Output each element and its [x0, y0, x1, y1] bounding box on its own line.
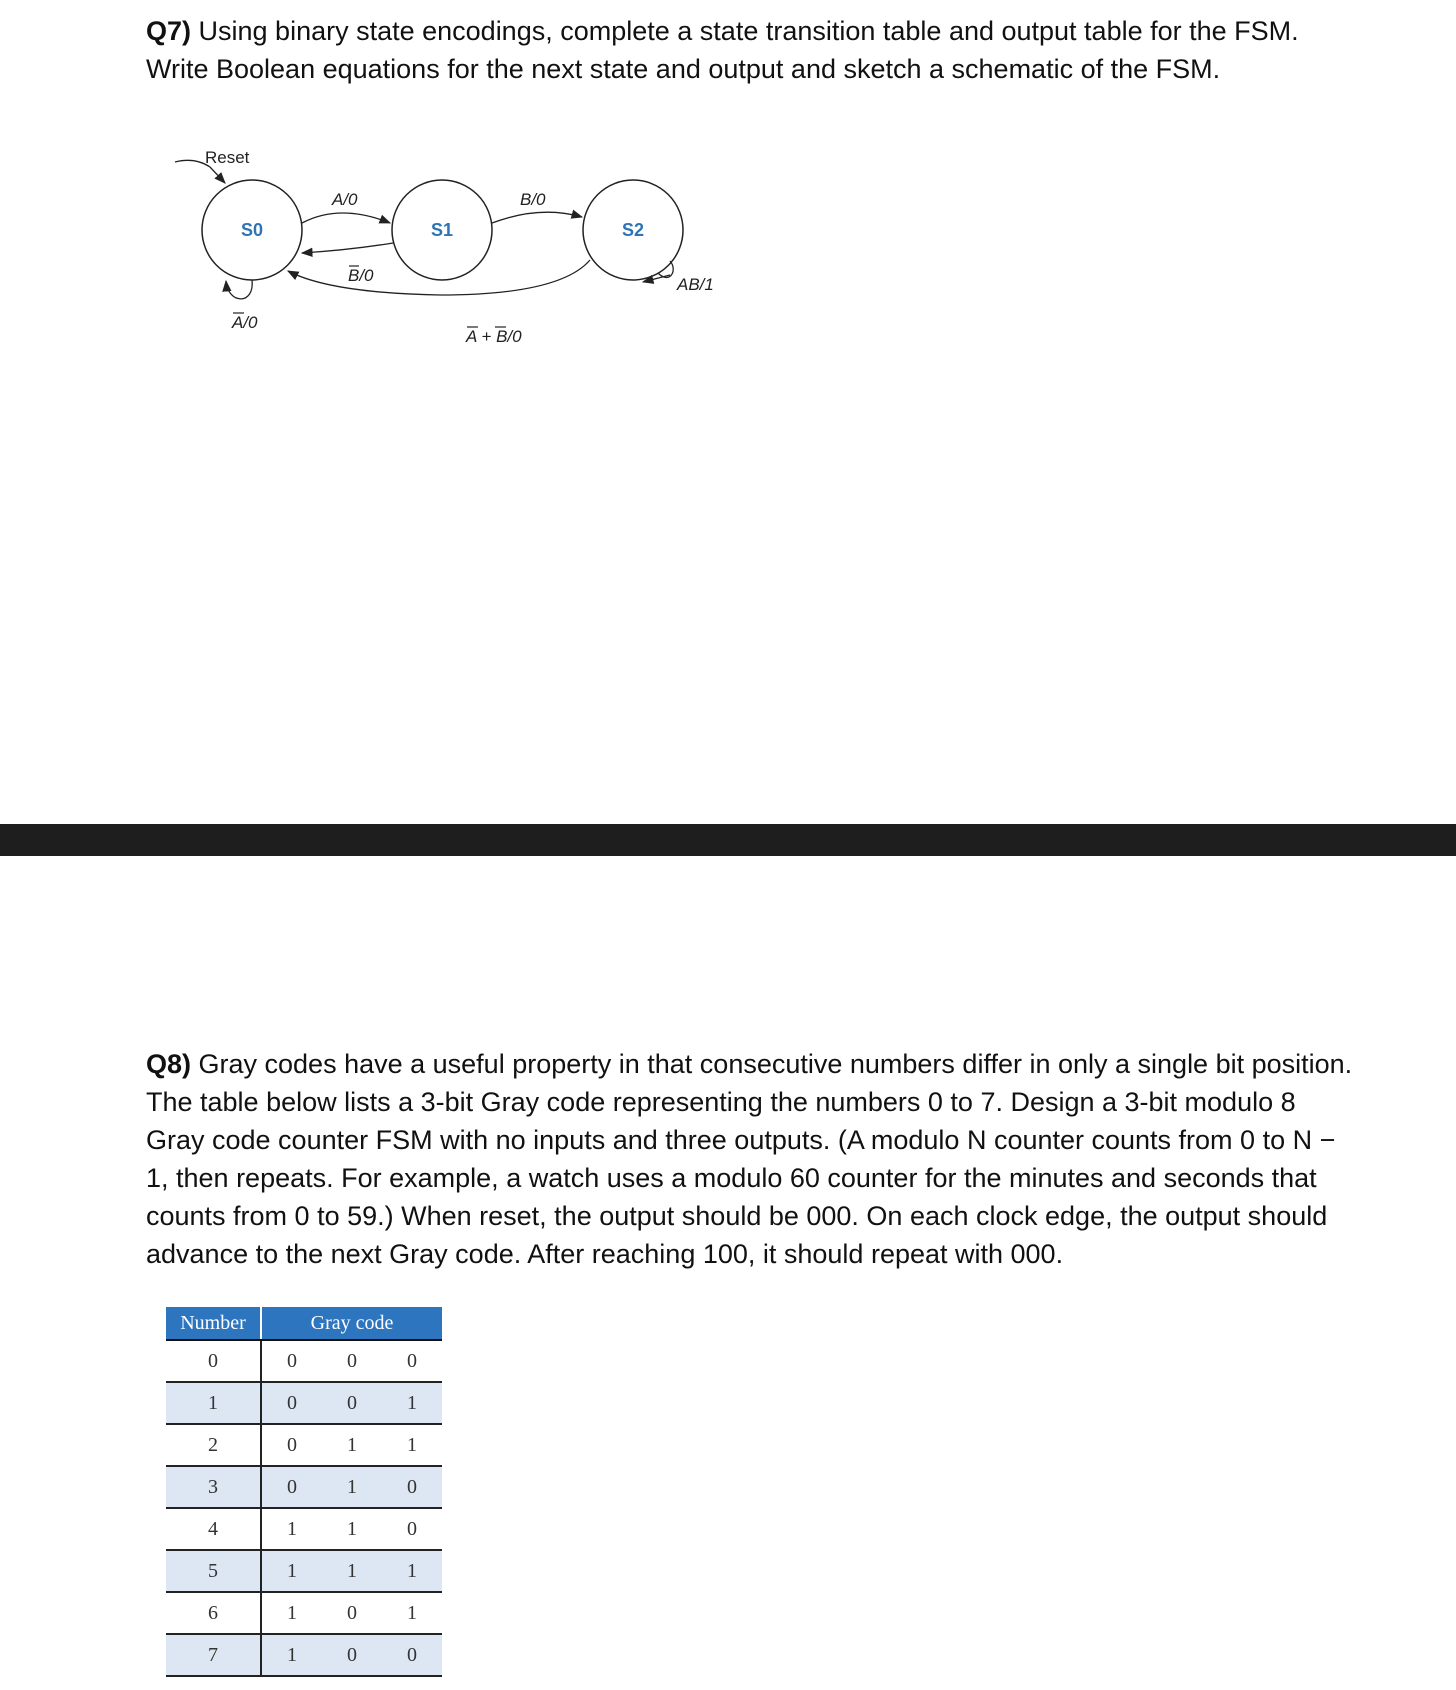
- cell-bit: 1: [382, 1424, 442, 1466]
- table-row: [166, 1466, 442, 1508]
- cell-number: 2: [166, 1424, 261, 1466]
- cell-bit: 0: [261, 1466, 322, 1508]
- cell-bit: 1: [322, 1424, 382, 1466]
- transition-s1-s2-label: B/0: [520, 190, 546, 209]
- transition-s1-s2: [492, 212, 582, 223]
- section-divider: [0, 824, 1456, 856]
- cell-number: 7: [166, 1634, 261, 1676]
- cell-bit: 0: [382, 1340, 442, 1382]
- cell-bit: 1: [261, 1634, 322, 1676]
- cell-bit: 1: [382, 1550, 442, 1592]
- question-7-label: Q7): [146, 16, 192, 46]
- gray-code-table: [166, 1307, 442, 1677]
- table-row: [166, 1340, 442, 1382]
- transition-s1-s0-label: B/0: [348, 266, 374, 285]
- cell-bit: 0: [322, 1592, 382, 1634]
- question-8-label: Q8): [146, 1049, 192, 1079]
- transition-s0-s1-label: A/0: [332, 190, 358, 209]
- question-8: [146, 1045, 1361, 1273]
- cell-bit: 1: [322, 1550, 382, 1592]
- cell-bit: 1: [261, 1592, 322, 1634]
- cell-number: 4: [166, 1508, 261, 1550]
- cell-bit: 0: [322, 1382, 382, 1424]
- cell-bit: 1: [322, 1466, 382, 1508]
- table-row: [166, 1550, 442, 1592]
- table-row: [166, 1634, 442, 1676]
- table-row: [166, 1382, 442, 1424]
- state-s0-label: S0: [240, 220, 264, 240]
- transition-s0-self-label: A/0: [232, 313, 258, 332]
- state-s1-label: S1: [430, 220, 454, 240]
- cell-bit: 0: [261, 1340, 322, 1382]
- cell-bit: 0: [382, 1508, 442, 1550]
- fsm-state-diagram: [150, 135, 750, 365]
- table-row: [166, 1592, 442, 1634]
- cell-number: 1: [166, 1382, 261, 1424]
- header-gray-code: Gray code: [261, 1307, 442, 1340]
- cell-number: 3: [166, 1466, 261, 1508]
- cell-number: 5: [166, 1550, 261, 1592]
- cell-number: 6: [166, 1592, 261, 1634]
- question-7: [146, 12, 1361, 88]
- question-7-text: Using binary state encodings, complete a state transition table and output table for the FSM. Write Boolean equations for the next state and output and sketch a schematic of the FSM.: [146, 16, 1299, 84]
- transition-s2-s0-label: A + B/0: [466, 327, 522, 346]
- cell-number: 0: [166, 1340, 261, 1382]
- header-number: Number: [166, 1307, 261, 1340]
- cell-bit: 1: [261, 1550, 322, 1592]
- cell-bit: 0: [261, 1382, 322, 1424]
- cell-bit: 0: [261, 1424, 322, 1466]
- cell-bit: 0: [382, 1634, 442, 1676]
- cell-bit: 0: [322, 1634, 382, 1676]
- table-row: [166, 1508, 442, 1550]
- question-8-text: Gray codes have a useful property in that consecutive numbers differ in only a single bit position. The table below lists a 3-bit Gray code representing the numbers 0 to 7. Design a 3-bit modulo 8 Gray code counter FSM with no inputs and three outputs. (A modulo N counter counts from 0 to N − 1, then repeats. For example, a watch uses a modulo 60 counter for the minutes and seconds that counts from 0 to 59.) When reset, the output should be 000. On each clock edge, the output should advance to the next Gray code. After reaching 100, it should repeat with 000.: [146, 1049, 1353, 1269]
- state-s2-label: S2: [621, 220, 645, 240]
- transition-s0-self: [226, 280, 252, 299]
- transition-s0-s1: [302, 213, 390, 223]
- transition-s1-s0: [302, 243, 393, 253]
- cell-bit: 1: [382, 1382, 442, 1424]
- transition-s2-self-label: AB/1: [677, 275, 714, 294]
- cell-bit: 0: [322, 1340, 382, 1382]
- cell-bit: 1: [322, 1508, 382, 1550]
- cell-bit: 1: [261, 1508, 322, 1550]
- reset-label: Reset: [205, 148, 250, 167]
- cell-bit: 0: [382, 1466, 442, 1508]
- cell-bit: 1: [382, 1592, 442, 1634]
- table-header-row: [166, 1307, 442, 1340]
- table-row: [166, 1424, 442, 1466]
